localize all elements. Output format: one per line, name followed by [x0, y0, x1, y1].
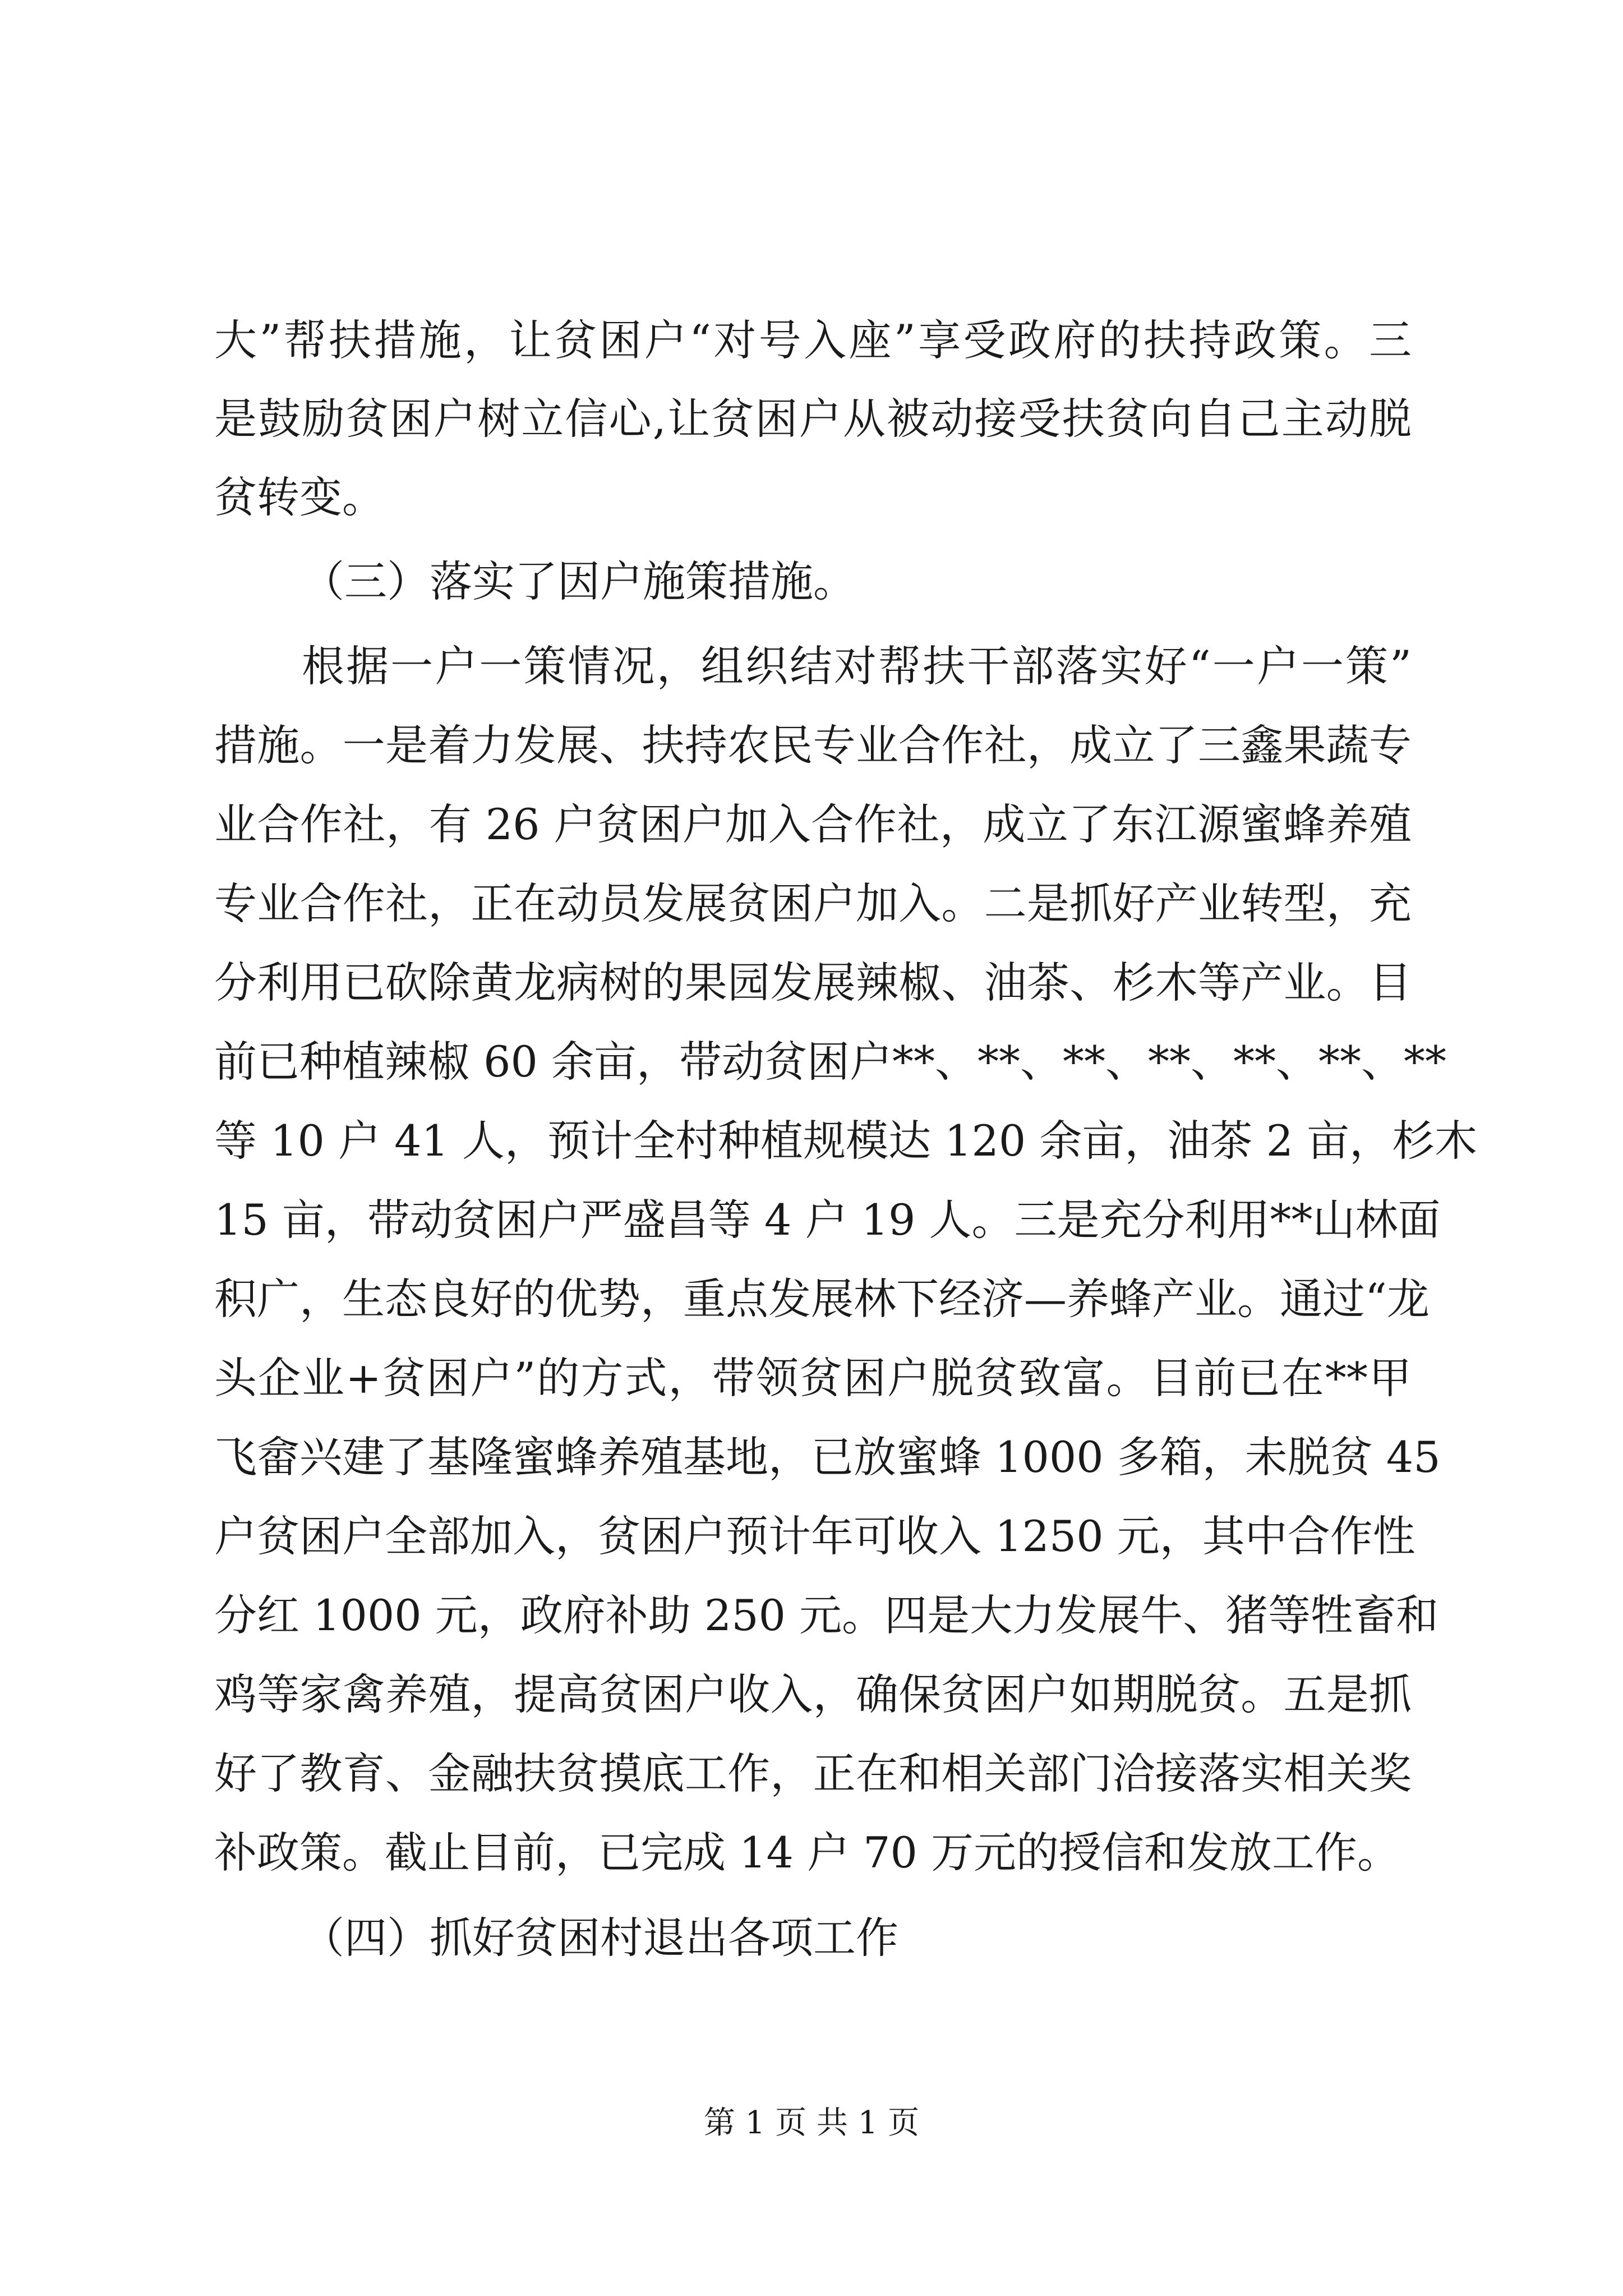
text-line-15: 飞畲兴建了基隆蜜蜂养殖基地，已放蜜蜂 1000 多箱，未脱贫 45: [214, 1432, 1441, 1482]
text-line-7: 业合作社，有 26 户贫困户加入合作社，成立了东江源蜜蜂养殖: [214, 799, 1412, 849]
text-line-10: 前已种植辣椒 60 余亩，带动贫困户**、**、**、**、**、**、**: [214, 1037, 1447, 1087]
text-line-17: 分红 1000 元，政府补助 250 元。四是大力发展牛、猪等牲畜和: [214, 1590, 1439, 1640]
text-line-20: 补政策。截止目前，已完成 14 户 70 万元的授信和发放工作。: [214, 1828, 1400, 1878]
text-line-13: 积广，生态良好的优势，重点发展林下经济—养蜂产业。通过“龙: [214, 1274, 1430, 1324]
text-line-18: 鸡等家禽养殖，提高贫困户收入，确保贫困户如期脱贫。五是抓: [214, 1669, 1412, 1719]
text-line-19: 好了教育、金融扶贫摸底工作，正在和相关部门洽接落实相关奖: [214, 1749, 1412, 1798]
page-footer: 第 1 页 共 1 页: [703, 2105, 920, 2141]
text-line-3: 贫转变。: [214, 472, 385, 522]
text-line-5: 根据一户一策情况，组织结对帮扶干部落实好“一户一策”: [302, 641, 1412, 691]
text-line-14: 头企业+贫困户”的方式，带领贫困户脱贫致富。目前已在**甲: [214, 1353, 1412, 1403]
text-line-11: 等 10 户 41 人，预计全村种植规模达 120 余亩，油茶 2 亩，杉木: [214, 1116, 1478, 1166]
text-line-1: 大”帮扶措施，让贫困户“对号入座”享受政府的扶持政策。三: [214, 315, 1412, 365]
text-line-16: 户贫困户全部加入，贫困户预计年可收入 1250 元，其中合作性: [214, 1511, 1415, 1561]
section-heading-4: （四）抓好贫困村退出各项工作: [302, 1913, 898, 1963]
text-line-2: 是鼓励贫困户树立信心,让贫困户从被动接受扶贫向自己主动脱: [214, 394, 1412, 444]
text-line-12: 15 亩，带动贫困户严盛昌等 4 户 19 人。三是充分利用**山林面: [214, 1195, 1441, 1245]
section-heading-3: （三）落实了因户施策措施。: [302, 556, 856, 606]
text-line-8: 专业合作社，正在动员发展贫困户加入。二是抓好产业转型，充: [214, 878, 1412, 928]
text-line-6: 措施。一是着力发展、扶持农民专业合作社，成立了三鑫果蔬专: [214, 720, 1412, 770]
text-line-9: 分利用已砍除黄龙病树的果园发展辣椒、油茶、杉木等产业。目: [214, 958, 1412, 1007]
